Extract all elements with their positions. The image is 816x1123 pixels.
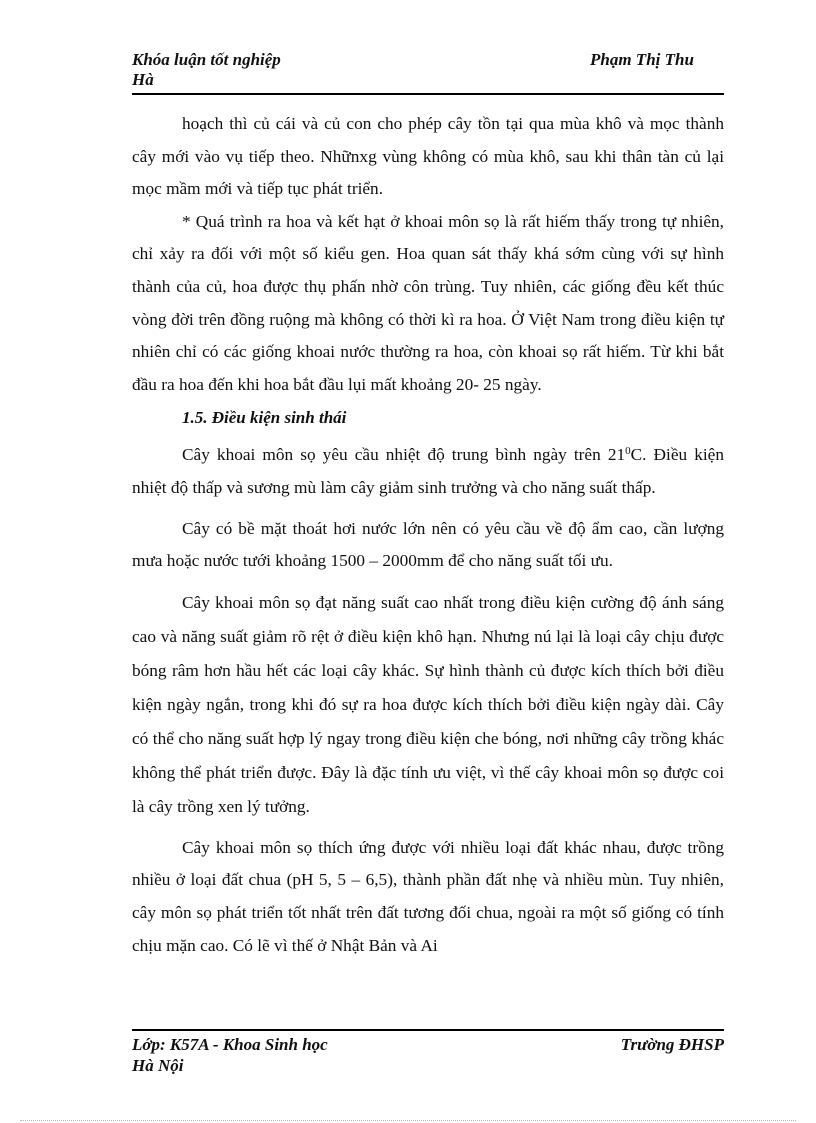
footer-rule [132,1029,724,1031]
paragraph-5: Cây khoai môn sọ đạt năng suất cao nhất trong điều kiện cường độ ánh sáng cao và năng suất giảm rõ rệt ở điều kiện khô hạn. Nhưng nú lại là loại cây chịu được bóng râm hơn hầu hết các loại cây khác. Sự hình thành củ được kích thích bởi điều kiện ngày ngắn, trong khi đó sự ra hoa được kích thích bởi điều kiện ngày dài. Cây có thể cho năng suất hợp lý ngay trong điều kiện che bóng, nơi những cây trồng khác không thể phát triển được. Đây là đặc tính ưu việt, vì thế cây khoai môn sọ được coi là cây trồng xen lý tưởng. [132,592,724,816]
header-thesis-label-cont: Hà [132,70,154,89]
paragraph-3-end: C. Điều kiện nhiệt độ thấp và sương mù làm cây giảm sinh trưởng và cho năng suất thấp. [132,445,724,497]
paragraph-4: Cây có bề mặt thoát hơi nước lớn nên có yêu cầu về độ ẩm cao, cần lượng mưa hoặc nước tưới khoảng 1500 – 2000mm để cho năng suất tối ưu. [132,518,724,571]
header-author-name: Phạm Thị Thu [590,50,694,69]
page-footer [132,1034,724,1078]
paragraph-3 [132,439,724,504]
paragraph-2: * Quá trình ra hoa và kết hạt ở khoai môn sọ là rất hiếm thấy trong tự nhiên, chỉ xảy ra đối với một số kiểu gen. Hoa quan sát thấy khá sớm cùng với sự hình thành của củ, hoa được thụ phấn nhờ côn trùng. Tuy nhiên, các giống đều kết thúc vòng đời trên đồng ruộng mà không có thời kì ra hoa. Ở Việt Nam trong điều kiện tự nhiên chỉ có các giống khoai nước thường ra hoa, còn khoai sọ rất hiếm. Từ khi bắt đầu ra hoa đến khi hoa bắt đầu lụi mất khoảng 20- 25 ngày. [132,211,724,394]
page-header [132,50,724,94]
footer-university: Trường ĐHSP [620,1035,724,1054]
paragraph-6: Cây khoai môn sọ thích ứng được với nhiều loại đất khác nhau, được trồng nhiều ở loại đất chua (pH 5, 5 – 6,5), thành phần đất nhẹ và nhiều mùn. Tuy nhiên, cây môn sọ phát triển tốt nhất trên đất tương đối chua, ngoài ra một số giống có tính chịu mặn cao. Có lẽ vì thế ở Nhật Bản và Ai [132,837,724,955]
paragraph-3-start: Cây khoai môn sọ yêu cầu nhiệt độ trung bình ngày trên 21 [182,445,626,465]
header-rule [132,93,724,95]
page-edge-dotted-line [20,1120,796,1121]
header-thesis-label: Khóa luận tốt nghiệp [132,50,281,69]
degree-superscript: 0 [625,445,631,458]
paragraph-1: hoạch thì củ cái và củ con cho phép cây tồn tại qua mùa khô và mọc thành cây mới vào vụ tiếp theo. Nhữnxg vùng không có mùa khô, sau khi thân tàn củ lại mọc mầm mới và tiếp tục phát triển. [132,114,724,199]
page-body [132,108,724,962]
section-heading: 1.5. Điều kiện sinh thái [182,408,347,428]
footer-class-label: Lớp: K57A - Khoa Sinh học [132,1035,328,1054]
footer-class-label-cont: Hà Nội [132,1056,184,1075]
